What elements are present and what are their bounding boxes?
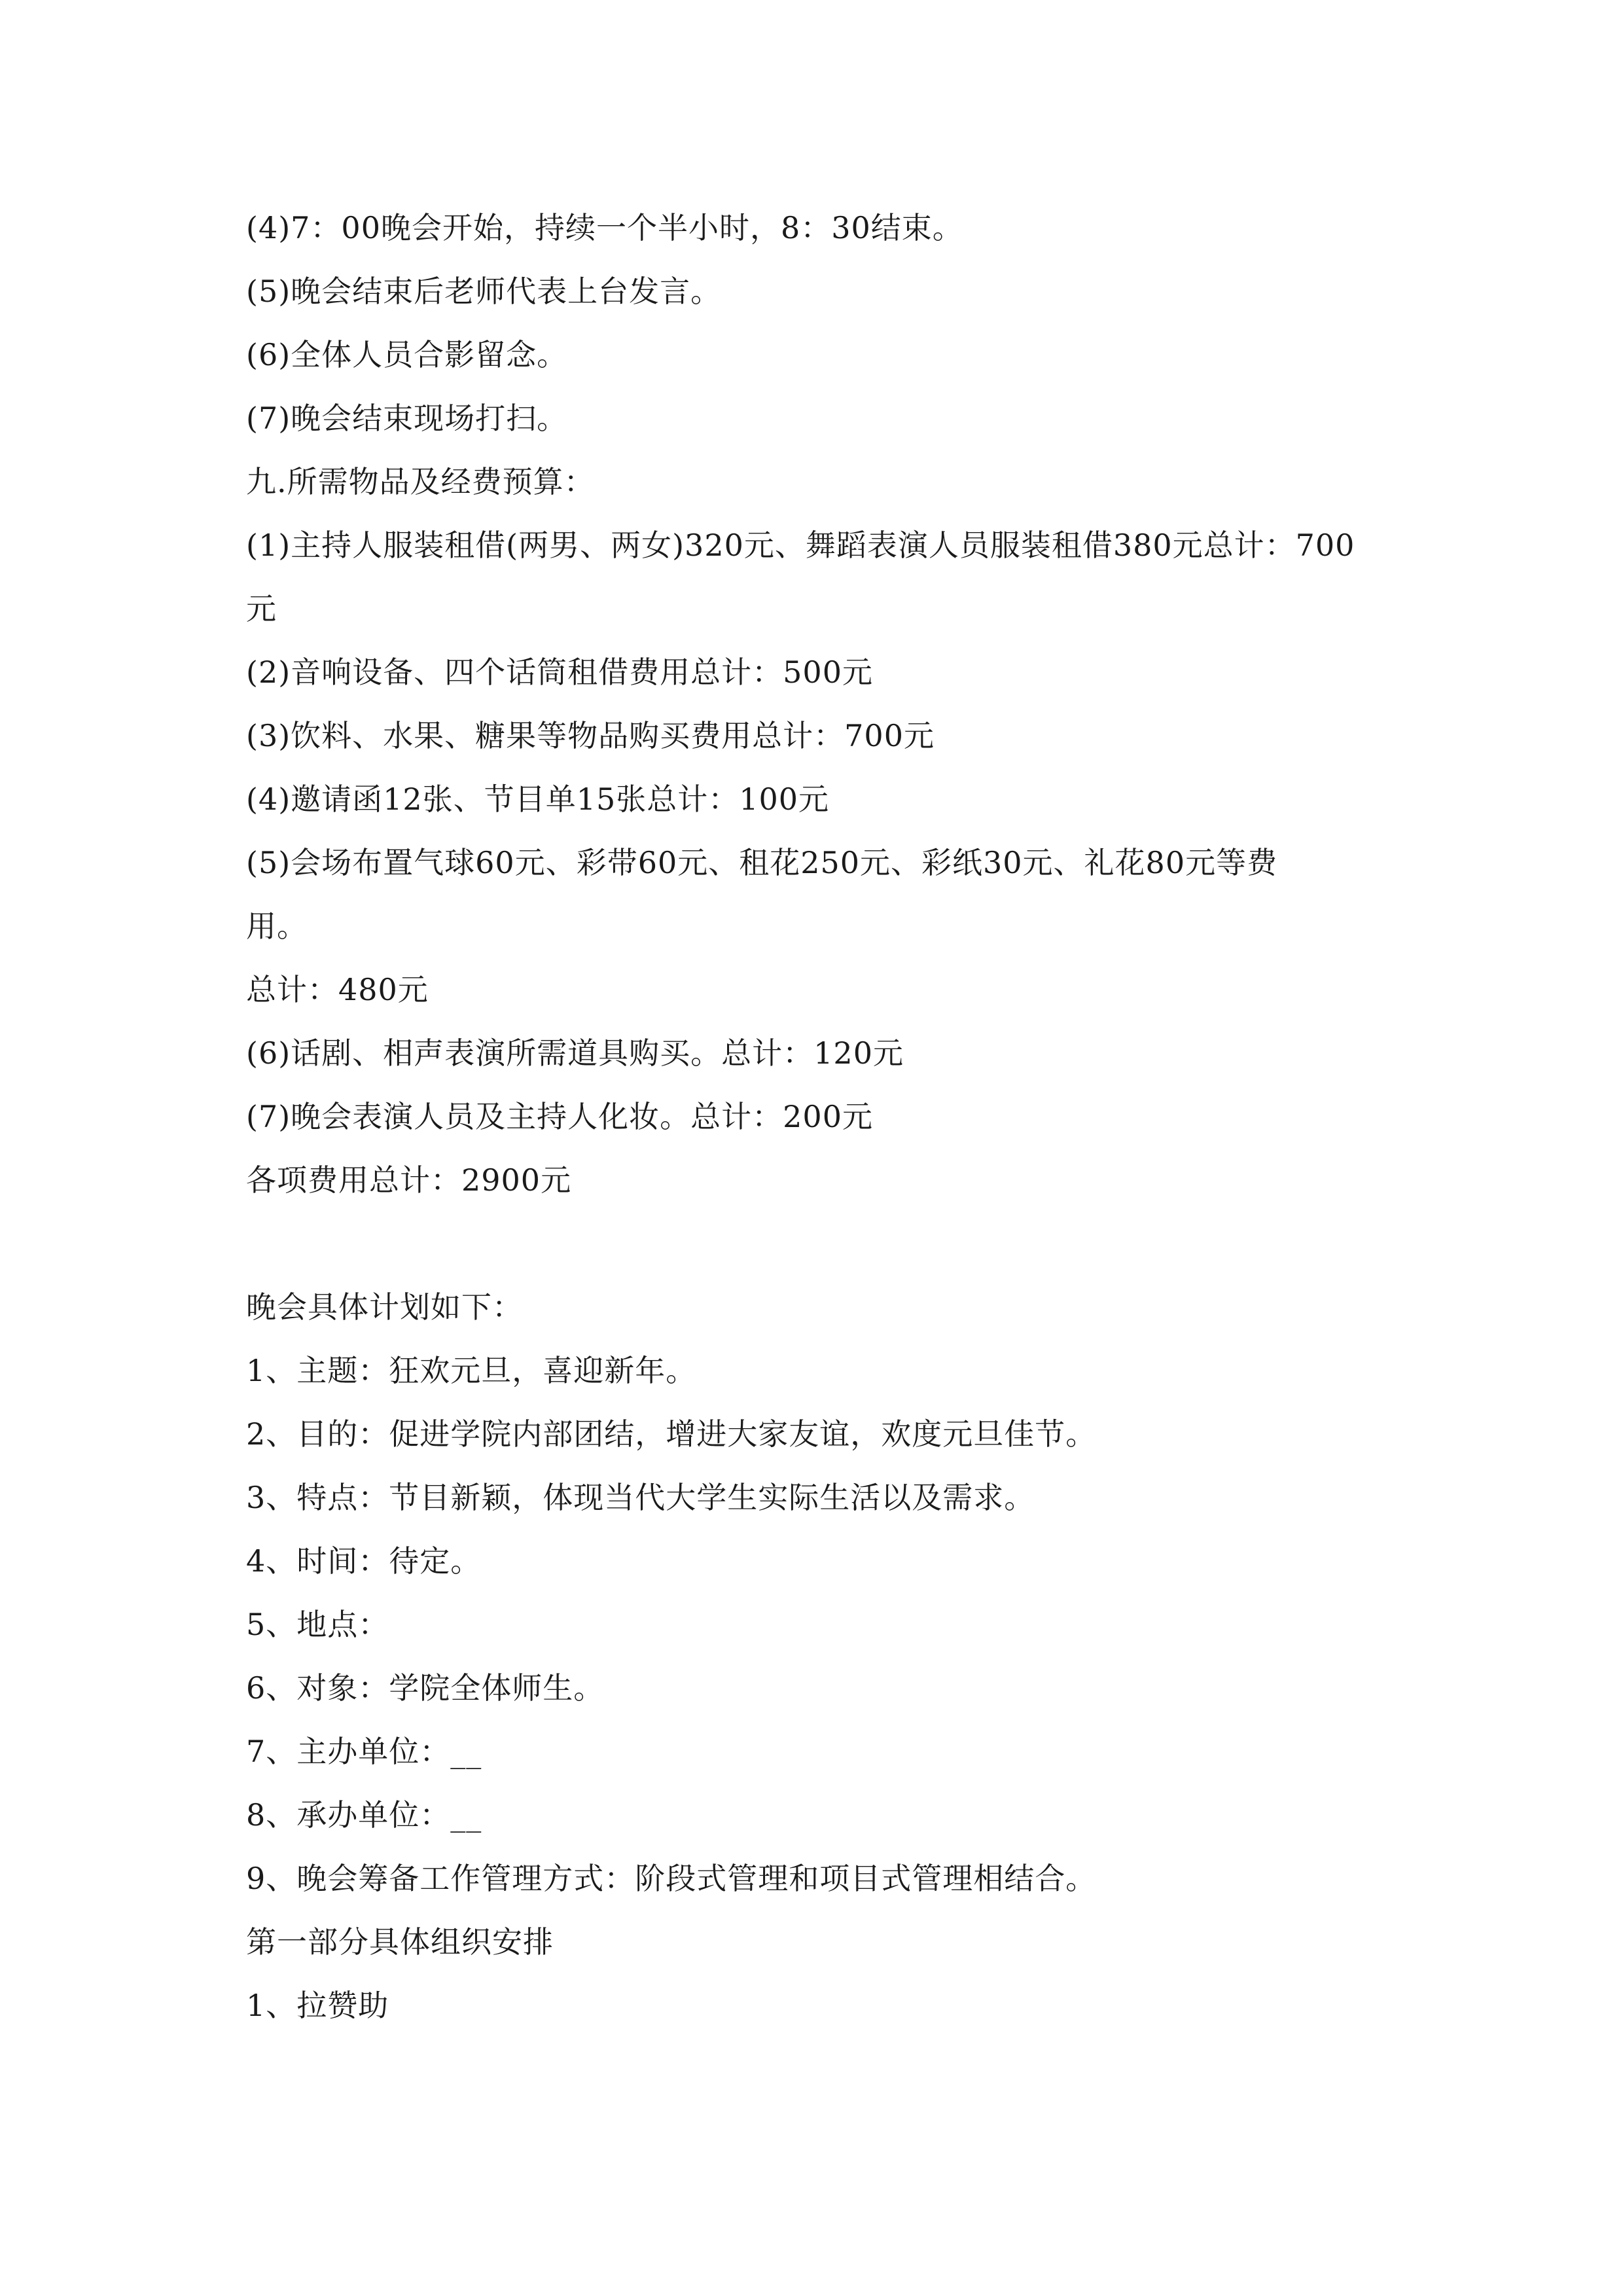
text-line: 1、主题：狂欢元旦，喜迎新年。 bbox=[246, 1353, 697, 1388]
text-line: 4、时间：待定。 bbox=[246, 1543, 482, 1579]
text-line: (3)饮料、水果、糖果等物品购买费用总计：700元 bbox=[246, 718, 935, 753]
text-line: 3、特点：节目新颖，体现当代大学生实际生活以及需求。 bbox=[246, 1480, 1035, 1515]
text-line: (5)会场布置气球60元、彩带60元、租花250元、彩纸30元、礼花80元等费 bbox=[246, 845, 1278, 880]
text-line: (1)主持人服装租借(两男、两女)320元、舞蹈表演人员服装租借380元总计：700 bbox=[246, 528, 1355, 563]
document-body bbox=[246, 196, 1385, 2037]
text-line: (4)邀请函12张、节目单15张总计：100元 bbox=[246, 781, 830, 817]
text-line: (5)晚会结束后老师代表上台发言。 bbox=[246, 274, 722, 309]
text-line: (7)晚会结束现场打扫。 bbox=[246, 401, 568, 436]
text-line: (4)7：00晚会开始，持续一个半小时，8：30结束。 bbox=[246, 210, 963, 245]
text-line: (6)话剧、相声表演所需道具购买。总计：120元 bbox=[246, 1035, 904, 1071]
section-heading: 晚会具体计划如下： bbox=[246, 1289, 523, 1325]
text-line: (6)全体人员合影留念。 bbox=[246, 337, 568, 372]
text-line: 1、拉赞助 bbox=[246, 1988, 389, 2023]
text-line: 用。 bbox=[246, 908, 308, 944]
total-line: 各项费用总计：2900元 bbox=[246, 1162, 572, 1198]
section-heading: 九.所需物品及经费预算： bbox=[246, 464, 595, 499]
text-line: (7)晚会表演人员及主持人化妆。总计：200元 bbox=[246, 1099, 873, 1134]
section-heading: 第一部分具体组织安排 bbox=[246, 1924, 554, 1960]
text-line: (2)音响设备、四个话筒租借费用总计：500元 bbox=[246, 655, 873, 690]
text-line: 9、晚会筹备工作管理方式：阶段式管理和项目式管理相结合。 bbox=[246, 1861, 1097, 1896]
text-line: 总计：480元 bbox=[246, 972, 429, 1007]
text-line: 5、地点： bbox=[246, 1607, 389, 1642]
text-line: 2、目的：促进学院内部团结，增进大家友谊，欢度元旦佳节。 bbox=[246, 1416, 1097, 1452]
paragraph-gap bbox=[246, 1212, 1385, 1276]
text-line: 7、主办单位：__ bbox=[246, 1734, 482, 1769]
text-line: 元 bbox=[246, 591, 277, 626]
text-line: 8、承办单位：__ bbox=[246, 1797, 482, 1833]
text-line: 6、对象：学院全体师生。 bbox=[246, 1670, 605, 1706]
